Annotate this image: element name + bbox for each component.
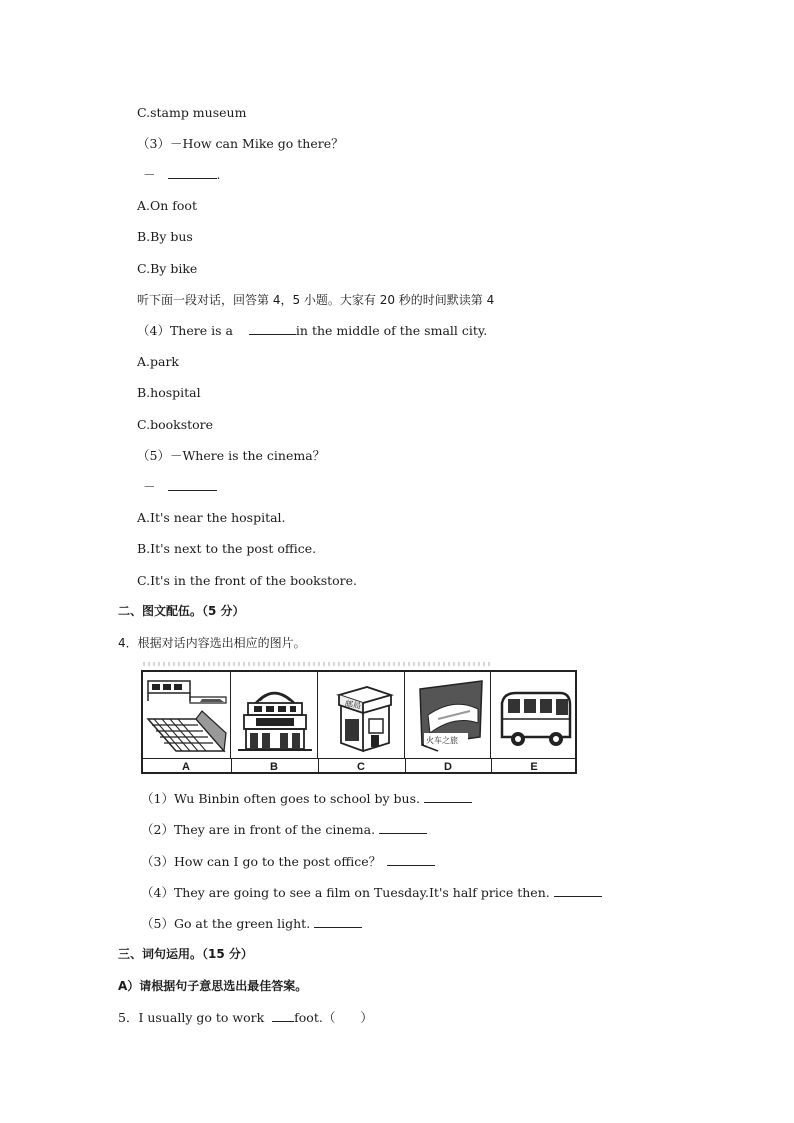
picture-label-d: D	[444, 761, 452, 773]
picture-grid	[141, 670, 577, 774]
answer-blank	[387, 854, 435, 866]
label-divider	[405, 758, 406, 774]
label-divider	[231, 758, 232, 774]
sub5-option-c: C.It's in the front of the bookstore.	[137, 573, 358, 588]
q4-item-2	[141, 822, 427, 838]
sub3-option-c: C.By bike	[137, 261, 198, 276]
dash: －	[143, 167, 156, 182]
label-divider	[491, 758, 492, 774]
sub4-option-c: C.bookstore	[137, 417, 214, 432]
sub4-option-b: B.hospital	[137, 385, 201, 400]
train-station-icon	[146, 675, 228, 755]
answer-blank	[272, 1010, 294, 1022]
sub4-option-a: A.park	[137, 354, 180, 369]
sub4-question	[137, 323, 487, 339]
sub3-question: （3）－How can Mike go there？	[137, 136, 344, 151]
picture-cell-d	[405, 672, 491, 758]
svg-text:火车之旅: 火车之旅	[426, 736, 458, 745]
item-text: （4）They are going to see a film on Tuesday.It's half price then.	[141, 885, 550, 900]
q4-item-3	[141, 854, 435, 870]
picture-label-e: E	[530, 761, 538, 773]
picture-labels	[143, 758, 575, 775]
svg-text:邮局: 邮局	[344, 699, 362, 711]
dialog-instruction: 听下面一段对话，回答第 4，5 小题。大家有 20 秒的时间默读第 4	[137, 293, 495, 307]
section2-heading: 二、图文配伍。（5 分）	[118, 604, 245, 618]
sub5-answer-line	[143, 479, 217, 495]
item-text: （1）Wu Binbin often goes to school by bus.	[141, 791, 420, 806]
answer-blank	[249, 323, 296, 335]
q5-post: foot.（ ）	[294, 1010, 373, 1025]
picture-label-b: B	[270, 761, 278, 773]
sub3-answer-line	[143, 167, 220, 183]
sub5-question: （5）－Where is the cinema？	[137, 448, 326, 463]
answer-blank	[424, 791, 472, 803]
sub5-option-b: B.It's next to the post office.	[137, 541, 317, 556]
label-divider	[318, 758, 319, 774]
item-text: （2）They are in front of the cinema.	[141, 822, 376, 837]
cinema-building-icon	[234, 675, 316, 755]
scan-artifact	[143, 662, 493, 666]
answer-blank	[379, 822, 427, 834]
q3-option-c: C.stamp museum	[137, 105, 247, 120]
dash: －	[143, 479, 156, 494]
picture-label-a: A	[182, 761, 190, 773]
sub3-option-b: B.By bus	[137, 229, 193, 244]
sub4-pre: （4）There is a	[137, 323, 233, 338]
item-text: （5）Go at the green light.	[141, 916, 311, 931]
answer-blank	[554, 885, 602, 897]
picture-cell-c	[318, 672, 405, 758]
q4-title: 4．根据对话内容选出相应的图片。	[118, 636, 306, 650]
period: .	[216, 167, 221, 182]
bus-icon	[494, 675, 574, 755]
q5-pre: 5．I usually go to work	[118, 1010, 265, 1025]
q5-question	[118, 1010, 373, 1026]
sub5-option-a: A.It's near the hospital.	[137, 510, 286, 525]
section3-part-a: A）请根据句子意思选出最佳答案。	[118, 979, 308, 993]
answer-blank	[168, 167, 217, 179]
picture-cell-a	[143, 672, 231, 758]
picture-label-c: C	[357, 761, 365, 773]
q4-item-4	[141, 885, 602, 901]
section3-heading: 三、词句运用。（15 分）	[118, 947, 253, 961]
picture-cell-e	[491, 672, 575, 758]
q4-item-1	[141, 791, 472, 807]
picture-cell-b	[231, 672, 318, 758]
sub4-post: in the middle of the small city.	[295, 323, 488, 338]
train-poster-icon	[408, 675, 490, 755]
answer-blank	[168, 479, 217, 491]
picture-table	[141, 670, 577, 774]
answer-blank	[314, 916, 362, 928]
sub3-option-a: A.On foot	[137, 198, 197, 213]
item-text: （3）How can I go to the post office？	[141, 854, 382, 869]
q4-item-5	[141, 916, 362, 932]
post-office-icon	[321, 675, 403, 755]
